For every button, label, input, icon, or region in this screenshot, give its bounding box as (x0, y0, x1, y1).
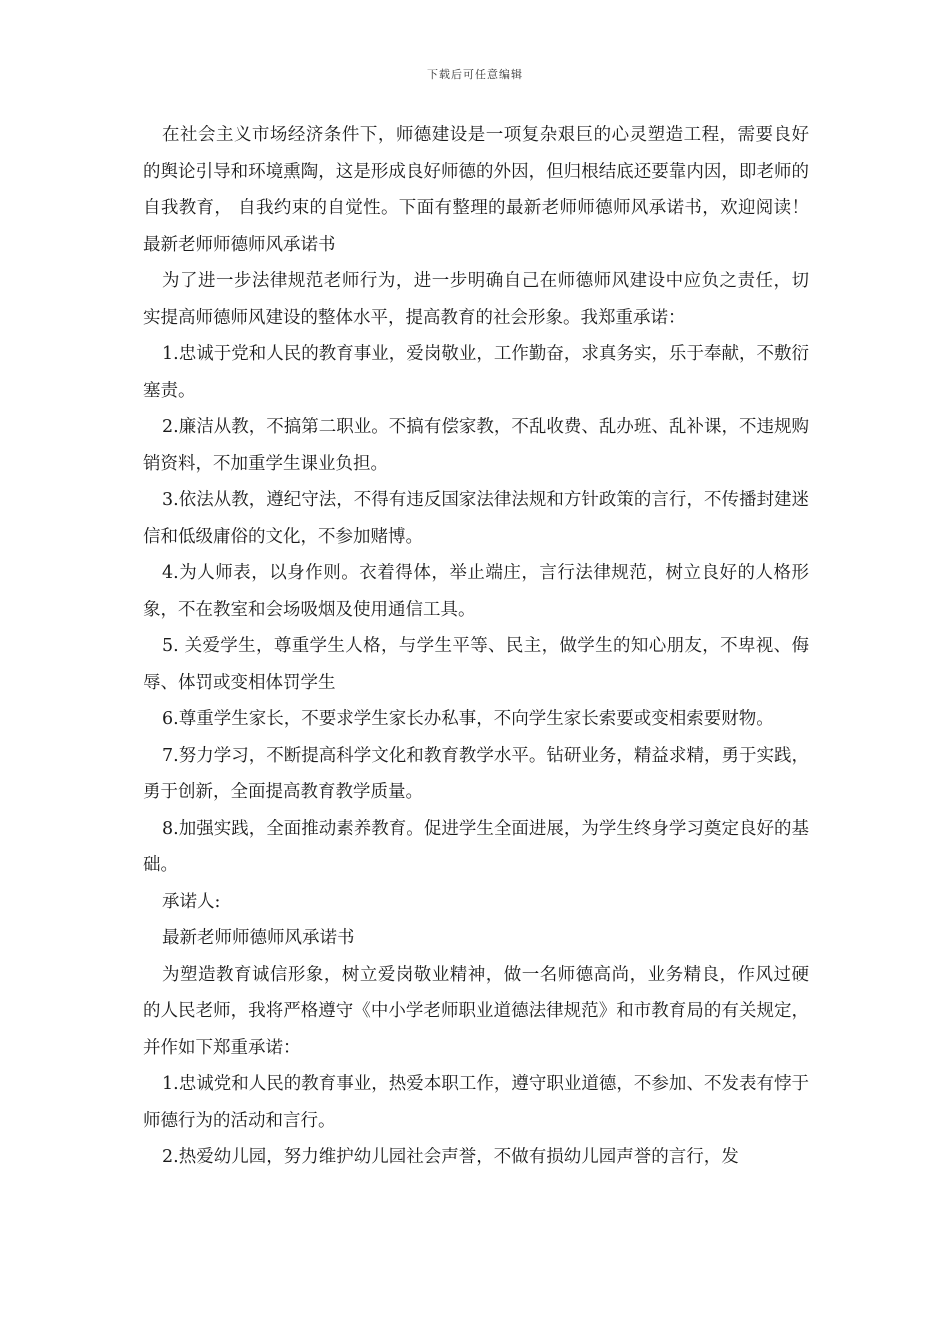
pledge-item-2: 2.廉洁从教，不搞第二职业。不搞有偿家教，不乱收费、乱办班、乱补课，不违规购销资料，不加重学生课业负担。 (143, 417, 809, 474)
second-pledge-item-1: 1.忠诚党和人民的教育事业，热爱本职工作，遵守职业道德，不参加、不发表有悖于师德行为的活动和言行。 (143, 1074, 809, 1131)
second-pledge-title: 最新老师师德师风承诺书 (162, 928, 355, 948)
pledge-preamble-paragraph: 为了进一步法律规范老师行为，进一步明确自己在师德师风建设中应负之责任，切实提高师德师风建设的整体水平，提高教育的社会形象。我郑重承诺： (143, 271, 809, 328)
pledge-item-5: 5. 关爱学生，尊重学生人格，与学生平等、民主，做学生的知心朋友，不卑视、侮辱、体罚或变相体罚学生 (143, 636, 809, 693)
pledge-item-6: 6.尊重学生家长，不要求学生家长办私事，不向学生家长索要或变相索要财物。 (162, 709, 774, 729)
pledge-item-4: 4.为人师表，以身作则。衣着得体，举止端庄，言行法律规范，树立良好的人格形象，不在教室和会场吸烟及使用通信工具。 (143, 563, 809, 620)
intro-paragraph: 在社会主义市场经济条件下，师德建设是一项复杂艰巨的心灵塑造工程，需要良好的舆论引导和环境熏陶，这是形成良好师德的外因，但归根结底还要靠内因，即老师的自我教育， 自我约束的自觉性。下面有整理的最新老师师德师风承诺书，欢迎阅读！ 最新老师师德师风承诺书 (143, 125, 809, 255)
document-body (143, 117, 809, 1176)
second-pledge-item-2: 2.热爱幼儿园，努力维护幼儿园社会声誉，不做有损幼儿园声誉的言行，发 (162, 1147, 739, 1167)
pledge-item-3: 3.依法从教，遵纪守法，不得有违反国家法律法规和方针政策的言行，不传播封建迷信和低级庸俗的文化，不参加赌博。 (143, 490, 809, 547)
pledge-item-1: 1.忠诚于党和人民的教育事业，爱岗敬业，工作勤奋，求真务实，乐于奉献，不敷衍塞责。 (143, 344, 809, 401)
pledge-item-8: 8.加强实践，全面推动素养教育。促进学生全面进展，为学生终身学习奠定良好的基础。 (143, 818, 809, 875)
signatory-line: 承诺人: (162, 891, 221, 912)
page-header: 下载后可任意编辑 (427, 68, 523, 81)
second-pledge-preamble: 为塑造教育诚信形象，树立爱岗敬业精神，做一名师德高尚，业务精良，作风过硬的人民老师，我将严格遵守《中小学老师职业道德法律规范》和市教育局的有关规定，并作如下郑重承诺： (143, 964, 809, 1058)
pledge-item-7: 7.努力学习，不断提高科学文化和教育教学水平。钻研业务，精益求精，勇于实践，勇于创新，全面提高教育教学质量。 (143, 745, 809, 802)
